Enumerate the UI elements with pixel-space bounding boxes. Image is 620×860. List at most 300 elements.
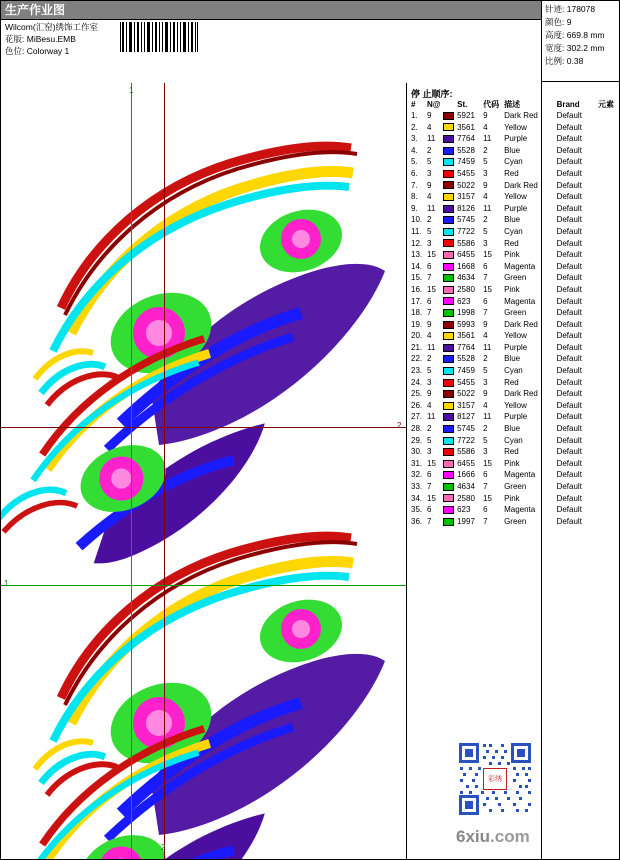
color-swatch	[443, 390, 454, 398]
cell-index: 7.	[411, 180, 418, 190]
cell-stitches: 1668	[457, 261, 475, 271]
color-swatch	[443, 344, 454, 352]
cell-needle: 5	[427, 226, 432, 236]
cell-swatch	[443, 168, 458, 180]
cell-needle: 7	[427, 482, 432, 491]
color-sequence-list	[411, 99, 616, 527]
cell-swatch	[443, 388, 458, 400]
cell-index: 14.	[411, 261, 423, 271]
color-swatch	[443, 379, 454, 387]
cell-swatch	[443, 238, 458, 250]
color-swatch	[443, 448, 454, 456]
cell-stitches: 7722	[457, 226, 475, 236]
cell-brand: Default	[556, 435, 582, 445]
cell-stitches: 5528	[457, 145, 475, 155]
table-row[interactable]	[411, 400, 616, 412]
th-needle: N@	[427, 100, 441, 109]
color-swatch	[443, 251, 454, 259]
cell-needle: 4	[427, 331, 432, 341]
cell-code: 7	[483, 308, 488, 318]
cell-desc: Cyan	[504, 157, 523, 167]
cell-stitches: 4634	[457, 482, 475, 491]
stitches-value: 178078	[566, 4, 596, 14]
cell-needle: 2	[427, 145, 432, 155]
cell-index: 35.	[411, 505, 423, 515]
cell-brand: Default	[556, 261, 582, 271]
cell-desc: Magenta	[504, 296, 536, 306]
cell-brand: Default	[556, 505, 582, 515]
cell-needle: 9	[427, 111, 432, 120]
cell-extra	[598, 145, 616, 157]
color-swatch	[443, 309, 454, 317]
cell-code: 7	[483, 273, 488, 283]
cell-brand: Default	[556, 226, 582, 236]
table-row[interactable]	[411, 307, 616, 319]
table-row[interactable]	[411, 272, 616, 284]
cell-index: 17.	[411, 296, 423, 306]
table-row[interactable]	[411, 191, 616, 203]
cell-stitches: 6455	[457, 250, 475, 260]
logo-suffix: .com	[490, 827, 530, 846]
cell-brand: Default	[556, 389, 582, 399]
cell-extra	[598, 365, 616, 377]
table-header-row	[411, 99, 616, 110]
cell-swatch	[443, 400, 458, 412]
cell-stitches: 5993	[457, 319, 475, 329]
cell-index: 33.	[411, 482, 423, 491]
color-swatch	[443, 239, 454, 247]
cell-needle: 4	[427, 122, 432, 132]
cell-index: 22.	[411, 354, 423, 364]
cell-desc: Green	[504, 273, 527, 283]
cell-code: 7	[483, 516, 488, 526]
table-row[interactable]	[411, 238, 616, 250]
color-swatch	[443, 286, 454, 294]
cell-needle: 2	[427, 354, 432, 364]
cell-extra	[598, 133, 616, 145]
color-swatch	[443, 193, 454, 201]
scale-value: 0.38	[566, 56, 584, 66]
cell-desc: Red	[504, 168, 519, 178]
cell-extra	[598, 272, 616, 284]
cell-stitches: 5528	[457, 354, 475, 364]
cell-brand: Default	[556, 400, 582, 410]
table-row[interactable]	[411, 122, 616, 134]
cell-brand: Default	[556, 482, 582, 491]
cell-extra	[598, 296, 616, 308]
software-name: Wilcom(汇窑)绣饰工作室	[5, 22, 99, 32]
cell-swatch	[443, 481, 458, 493]
cell-code: 15	[483, 493, 492, 503]
cell-stitches: 4634	[457, 273, 475, 283]
cell-stitches: 5586	[457, 447, 475, 457]
cell-code: 3	[483, 238, 488, 248]
cell-extra	[598, 226, 616, 238]
color-table	[411, 99, 616, 527]
color-swatch	[443, 228, 454, 236]
cell-needle: 5	[427, 157, 432, 167]
cell-swatch	[443, 249, 458, 261]
cell-code: 9	[483, 111, 488, 120]
cell-desc: Dark Red	[504, 319, 538, 329]
cell-desc: Purple	[504, 203, 528, 213]
table-row[interactable]	[411, 469, 616, 481]
height-label: 高度:	[545, 30, 565, 40]
cell-brand: Default	[556, 366, 582, 376]
cell-extra	[598, 203, 616, 215]
cell-desc: Yellow	[504, 331, 527, 341]
cell-brand: Default	[556, 470, 582, 480]
cell-index: 36.	[411, 516, 423, 526]
cell-code: 6	[483, 470, 488, 480]
colorway-label: 色位:	[5, 46, 25, 56]
cell-needle: 4	[427, 400, 432, 410]
cell-swatch	[443, 319, 458, 331]
cell-index: 1.	[411, 111, 418, 120]
cell-needle: 5	[427, 366, 432, 376]
qr-code[interactable]	[457, 741, 533, 817]
cell-extra	[598, 353, 616, 365]
cell-swatch	[443, 122, 458, 134]
colors-label: 颜色:	[545, 17, 565, 27]
cell-needle: 11	[427, 134, 436, 144]
color-swatch	[443, 425, 454, 433]
cell-code: 3	[483, 377, 488, 387]
table-row[interactable]	[411, 504, 616, 516]
cell-extra	[598, 214, 616, 226]
cell-index: 10.	[411, 215, 423, 225]
cell-needle: 2	[427, 424, 432, 434]
cell-needle: 15	[427, 493, 436, 503]
cell-stitches: 3561	[457, 331, 475, 341]
table-row[interactable]	[411, 249, 616, 261]
cell-brand: Default	[556, 273, 582, 283]
table-row[interactable]	[411, 226, 616, 238]
cell-index: 27.	[411, 412, 423, 422]
cell-desc: Magenta	[504, 505, 536, 515]
cell-extra	[598, 168, 616, 180]
table-row[interactable]	[411, 516, 616, 528]
cell-swatch	[443, 342, 458, 354]
cell-brand: Default	[556, 122, 582, 132]
cell-index: 8.	[411, 192, 418, 202]
cell-desc: Dark Red	[504, 180, 538, 190]
cell-needle: 15	[427, 458, 436, 468]
cell-desc: Magenta	[504, 470, 536, 480]
cell-swatch	[443, 446, 458, 458]
cell-brand: Default	[556, 377, 582, 387]
cell-needle: 11	[427, 342, 436, 352]
cell-swatch	[443, 296, 458, 308]
color-swatch	[443, 135, 454, 143]
color-swatch	[443, 332, 454, 340]
cell-needle: 3	[427, 238, 432, 248]
table-row[interactable]	[411, 145, 616, 157]
cell-brand: Default	[556, 250, 582, 260]
cell-swatch	[443, 516, 458, 528]
cell-code: 3	[483, 447, 488, 457]
cell-brand: Default	[556, 192, 582, 202]
cell-code: 2	[483, 424, 488, 434]
cell-desc: Dark Red	[504, 111, 538, 120]
cell-needle: 6	[427, 470, 432, 480]
cell-brand: Default	[556, 412, 582, 422]
table-row[interactable]	[411, 493, 616, 505]
table-row[interactable]	[411, 388, 616, 400]
cell-swatch	[443, 493, 458, 505]
cell-index: 5.	[411, 157, 418, 167]
cell-desc: Purple	[504, 342, 528, 352]
cell-desc: Yellow	[504, 192, 527, 202]
cell-brand: Default	[556, 458, 582, 468]
table-row[interactable]	[411, 342, 616, 354]
cell-extra	[598, 504, 616, 516]
cell-code: 3	[483, 168, 488, 178]
cell-code: 15	[483, 458, 492, 468]
width-label: 宽度:	[545, 43, 565, 53]
cell-stitches: 3157	[457, 400, 475, 410]
cell-swatch	[443, 435, 458, 447]
cell-code: 5	[483, 226, 488, 236]
color-swatch	[443, 170, 454, 178]
cell-desc: Blue	[504, 145, 521, 155]
cell-index: 12.	[411, 238, 423, 248]
cell-extra	[598, 191, 616, 203]
color-swatch	[443, 494, 454, 502]
cell-extra	[598, 388, 616, 400]
cell-swatch	[443, 284, 458, 296]
cell-index: 32.	[411, 470, 423, 480]
barcode-image	[119, 22, 199, 52]
cell-index: 21.	[411, 342, 423, 352]
cell-desc: Green	[504, 308, 527, 318]
cell-brand: Default	[556, 180, 582, 190]
table-row[interactable]	[411, 458, 616, 470]
table-row[interactable]	[411, 377, 616, 389]
design-artwork	[1, 83, 406, 859]
table-row[interactable]	[411, 481, 616, 493]
table-row[interactable]	[411, 365, 616, 377]
cell-index: 16.	[411, 284, 423, 294]
stop-sequence-title: 停 止顺序:	[411, 89, 453, 99]
cell-extra	[598, 319, 616, 331]
cell-swatch	[443, 458, 458, 470]
cell-index: 2.	[411, 122, 418, 132]
cell-desc: Blue	[504, 424, 521, 434]
color-swatch	[443, 297, 454, 305]
cell-brand: Default	[556, 354, 582, 364]
cell-swatch	[443, 133, 458, 145]
cell-code: 6	[483, 261, 488, 271]
color-swatch	[443, 123, 454, 131]
guide-horizontal-red	[1, 427, 406, 428]
table-row[interactable]	[411, 261, 616, 273]
cell-desc: Purple	[504, 134, 528, 144]
table-row[interactable]	[411, 411, 616, 423]
table-row[interactable]	[411, 180, 616, 192]
cell-code: 4	[483, 192, 488, 202]
cell-desc: Red	[504, 238, 519, 248]
cell-extra	[598, 377, 616, 389]
cell-stitches: 1997	[457, 516, 475, 526]
cell-brand: Default	[556, 342, 582, 352]
th-swatch	[443, 99, 458, 110]
cell-needle: 11	[427, 412, 436, 422]
cell-brand: Default	[556, 111, 582, 120]
qr-center-label: 彩绣	[483, 768, 507, 790]
cell-swatch	[443, 504, 458, 516]
cell-index: 28.	[411, 424, 423, 434]
th-brand: Brand	[556, 100, 580, 109]
cell-extra	[598, 110, 616, 122]
cell-desc: Green	[504, 482, 527, 491]
cell-code: 11	[483, 342, 492, 352]
color-swatch	[443, 506, 454, 514]
cell-desc: Red	[504, 377, 519, 387]
cell-swatch	[443, 145, 458, 157]
cell-index: 9.	[411, 203, 418, 213]
cell-extra	[598, 330, 616, 342]
table-row[interactable]	[411, 133, 616, 145]
cell-code: 5	[483, 366, 488, 376]
cell-brand: Default	[556, 493, 582, 503]
cell-desc: Cyan	[504, 226, 523, 236]
cell-index: 25.	[411, 389, 423, 399]
cell-stitches: 5455	[457, 168, 475, 178]
table-row[interactable]	[411, 284, 616, 296]
cell-extra	[598, 342, 616, 354]
cell-stitches: 5745	[457, 215, 475, 225]
colorway-value: Colorway 1	[26, 46, 70, 56]
cell-brand: Default	[556, 331, 582, 341]
color-swatch	[443, 483, 454, 491]
cell-code: 6	[483, 505, 488, 515]
color-swatch	[443, 158, 454, 166]
color-swatch	[443, 402, 454, 410]
cell-code: 9	[483, 319, 488, 329]
guide-horizontal-green	[1, 585, 406, 586]
cell-code: 4	[483, 331, 488, 341]
cell-code: 4	[483, 400, 488, 410]
cell-desc: Pink	[504, 284, 520, 294]
cell-needle: 7	[427, 273, 432, 283]
cell-needle: 3	[427, 168, 432, 178]
cell-needle: 6	[427, 296, 432, 306]
color-swatch	[443, 460, 454, 468]
table-row[interactable]	[411, 446, 616, 458]
color-swatch	[443, 181, 454, 189]
cell-code: 4	[483, 122, 488, 132]
marker-label-1-top: 1	[129, 86, 134, 95]
cell-index: 24.	[411, 377, 423, 387]
cell-needle: 2	[427, 215, 432, 225]
cell-stitches: 623	[457, 296, 471, 306]
color-swatch	[443, 413, 454, 421]
cell-brand: Default	[556, 296, 582, 306]
cell-code: 7	[483, 482, 488, 491]
cell-desc: Cyan	[504, 435, 523, 445]
cell-swatch	[443, 226, 458, 238]
cell-extra	[598, 446, 616, 458]
table-row[interactable]	[411, 319, 616, 331]
cell-extra	[598, 458, 616, 470]
cell-index: 3.	[411, 134, 418, 144]
cell-swatch	[443, 272, 458, 284]
cell-code: 11	[483, 203, 492, 213]
cell-needle: 7	[427, 516, 432, 526]
stitches-row	[545, 3, 618, 16]
cell-needle: 15	[427, 284, 436, 294]
colors-row	[545, 16, 618, 29]
cell-extra	[598, 238, 616, 250]
cell-extra	[598, 400, 616, 412]
cell-stitches: 7459	[457, 157, 475, 167]
cell-brand: Default	[556, 516, 582, 526]
cell-brand: Default	[556, 447, 582, 457]
cell-needle: 3	[427, 447, 432, 457]
cell-swatch	[443, 191, 458, 203]
cell-swatch	[443, 180, 458, 192]
embroidery-design-canvas	[1, 83, 406, 859]
cell-swatch	[443, 469, 458, 481]
cell-desc: Yellow	[504, 122, 527, 132]
cell-extra	[598, 249, 616, 261]
cell-brand: Default	[556, 215, 582, 225]
site-logo	[456, 827, 530, 847]
table-row[interactable]	[411, 214, 616, 226]
th-code: 代码	[483, 100, 500, 109]
cell-code: 9	[483, 389, 488, 399]
cell-index: 31.	[411, 458, 423, 468]
table-row[interactable]	[411, 156, 616, 168]
table-row[interactable]	[411, 203, 616, 215]
width-value: 302.2 mm	[566, 43, 605, 53]
cell-desc: Blue	[504, 215, 521, 225]
cell-stitches: 2580	[457, 493, 475, 503]
table-row[interactable]	[411, 423, 616, 435]
table-row[interactable]	[411, 296, 616, 308]
cell-extra	[598, 493, 616, 505]
th-stitches: St.	[457, 100, 468, 109]
cell-extra	[598, 122, 616, 134]
cell-extra	[598, 423, 616, 435]
cell-extra	[598, 411, 616, 423]
design-file-value: MiBesu.EMB	[26, 34, 76, 44]
cell-stitches: 5455	[457, 377, 475, 387]
cell-stitches: 1998	[457, 308, 475, 318]
cell-index: 34.	[411, 493, 423, 503]
color-swatch	[443, 367, 454, 375]
cell-stitches: 7764	[457, 342, 475, 352]
cell-needle: 9	[427, 319, 432, 329]
cell-desc: Cyan	[504, 366, 523, 376]
table-row[interactable]	[411, 330, 616, 342]
cell-swatch	[443, 261, 458, 273]
table-row[interactable]	[411, 168, 616, 180]
table-row[interactable]	[411, 435, 616, 447]
cell-desc: Yellow	[504, 400, 527, 410]
cell-brand: Default	[556, 203, 582, 213]
table-row[interactable]	[411, 353, 616, 365]
cell-desc: Pink	[504, 458, 520, 468]
cell-code: 9	[483, 180, 488, 190]
cell-extra	[598, 469, 616, 481]
width-row	[545, 42, 618, 55]
cell-desc: Dark Red	[504, 389, 538, 399]
cell-swatch	[443, 423, 458, 435]
table-row[interactable]	[411, 110, 616, 122]
cell-swatch	[443, 411, 458, 423]
